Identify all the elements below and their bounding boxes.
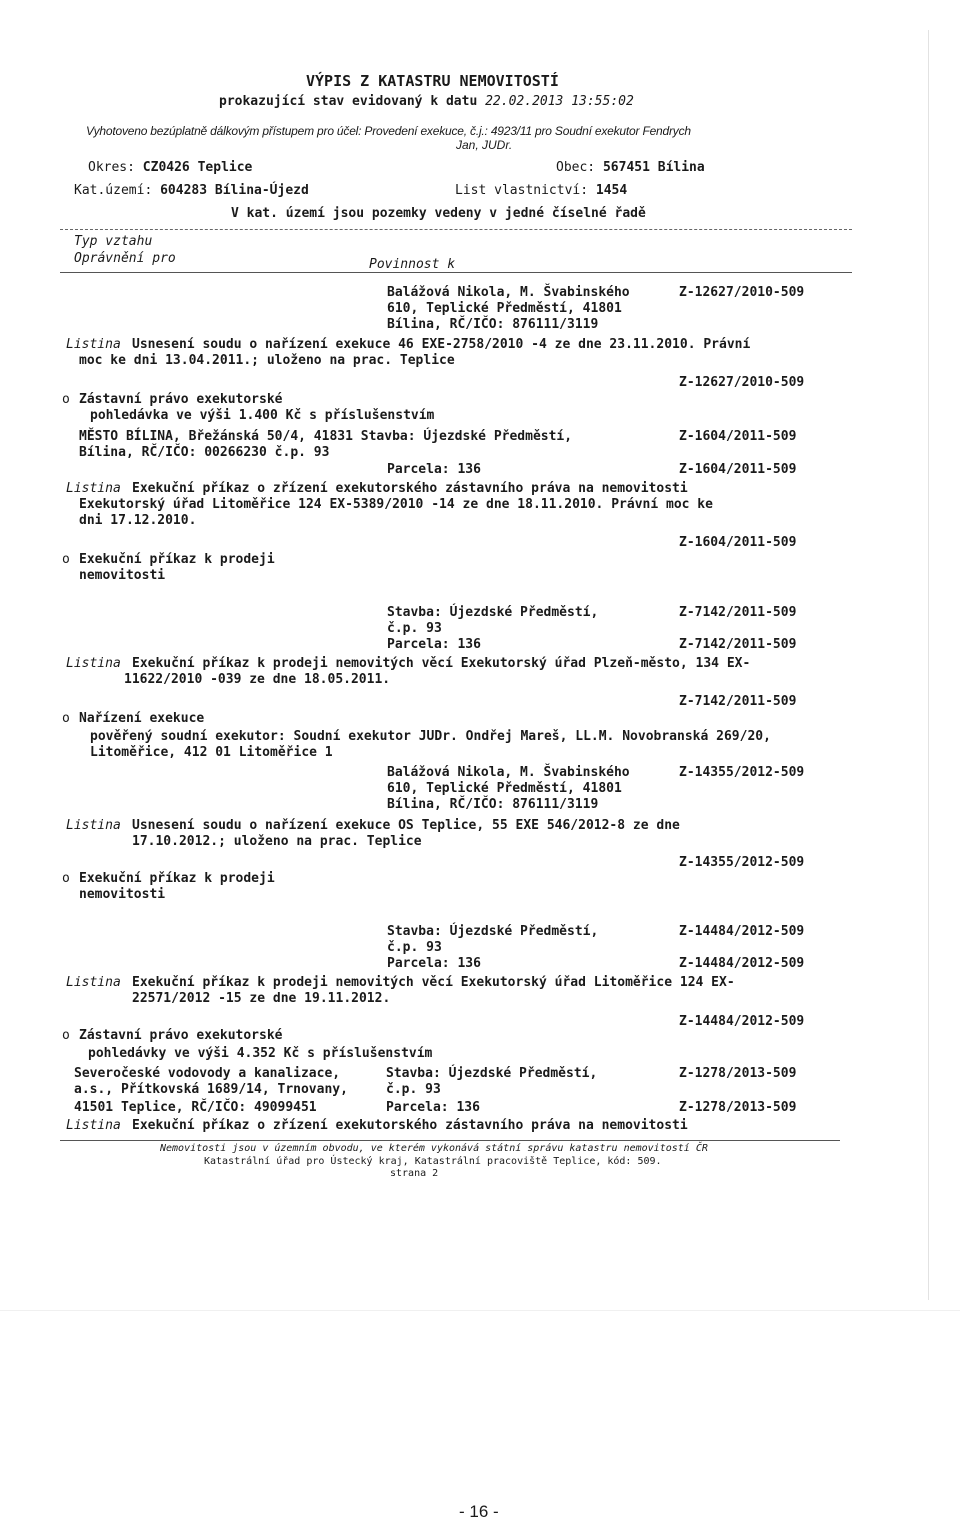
katuzemi-row [74,183,309,198]
listina-text: Exekuční příkaz o zřízení exekutorského zástavního práva na nemovitosti [132,481,688,496]
record-text: Stavba: Újezdské Předměstí, [386,1066,598,1081]
record-text: č.p. 93 [387,621,442,636]
record-text: 22571/2012 -15 ze dne 19.11.2012. [132,991,391,1006]
reference-number: Z-1604/2011-509 [679,429,797,444]
okres-value: CZ0426 Teplice [142,160,253,175]
record-text: 11622/2010 -039 ze dne 18.05.2011. [124,672,391,687]
column-typ-vztahu: Typ vztahu [74,234,153,249]
listina-label: Listina [66,656,121,671]
record-text: Balážová Nikola, M. Švabinského [387,765,630,780]
reference-number: Z-1278/2013-509 [679,1100,797,1115]
katuzemi-value: 604283 Bílina-Újezd [160,183,309,198]
purpose-note-cont: Jan, JUDr. [456,138,513,152]
record-text: Bílina, RČ/IČO: 876111/3119 [387,317,599,332]
listina-text: Exekuční příkaz o zřízení exekutorského zástavního práva na nemovitosti [132,1118,688,1133]
katuzemi-label: Kat.území: [74,183,153,198]
bullet-marker: o [62,392,70,407]
subtitle-date: 22.02.2013 13:55:02 [485,94,634,109]
reference-number: Z-14484/2012-509 [679,1014,805,1029]
obec-row [556,160,705,175]
lv-label: List vlastnictví: [455,183,589,198]
record-text: Bílina, RČ/IČO: 00266230 č.p. 93 [79,445,330,460]
record-text: Parcela: 136 [387,956,481,971]
document-title: VÝPIS Z KATASTRU NEMOVITOSTÍ [306,72,559,90]
record-text: a.s., Přítkovská 1689/14, Trnovany, [74,1082,348,1097]
entry-heading: Nařízení exekuce [79,711,205,726]
record-text: Parcela: 136 [386,1100,480,1115]
record-text: 610, Teplické Předměstí, 41801 [387,781,622,796]
listina-text: Exekuční příkaz k prodeji nemovitých věcí Exekutorský úřad Litoměřice 124 EX- [132,975,735,990]
columns-divider [60,272,852,273]
record-text: Stavba: Újezdské Předměstí, [387,605,599,620]
reference-number: Z-7142/2011-509 [679,605,797,620]
column-povinnost: Povinnost k [369,257,456,272]
reference-number: Z-1604/2011-509 [679,535,797,550]
reference-number: Z-14484/2012-509 [679,956,805,971]
record-text: Parcela: 136 [387,462,481,477]
footer-divider [60,1140,840,1141]
page-number: - 16 - [459,1502,499,1521]
entry-heading: Exekuční příkaz k prodeji [79,552,275,567]
reference-number: Z-12627/2010-509 [679,285,805,300]
record-text: Stavba: Újezdské Předměstí, [387,924,599,939]
record-text: 41501 Teplice, RČ/IČO: 49099451 [74,1100,317,1115]
header-divider [60,229,852,230]
record-text: pověřený soudní exekutor: Soudní exekutor JUDr. Ondřej Mareš, LL.M. Novobranská 269/20, [90,729,771,744]
reference-number: Z-7142/2011-509 [679,694,797,709]
pozemky-note: V kat. území jsou pozemky vedeny v jedné číselné řadě [231,206,646,221]
bullet-marker: o [62,552,70,567]
purpose-note: Vyhotoveno bezúplatně dálkovým přístupem pro účel: Provedení exekuce, č.j.: 4923/11 pro Soudní exekutor Fendrych [86,124,691,138]
okres-row [88,160,252,175]
record-text: dni 17.12.2010. [79,513,197,528]
record-text: moc ke dni 13.04.2011.; uloženo na prac. Teplice [79,353,455,368]
record-text: Balážová Nikola, M. Švabinského [387,285,630,300]
record-text: pohledávky ve výši 4.352 Kč s příslušenstvím [88,1046,433,1061]
entry-heading: Exekuční příkaz k prodeji [79,871,275,886]
record-text: MĚSTO BÍLINA, Břežánská 50/4, 41831 Stavba: Újezdské Předměstí, [79,429,573,444]
record-text: 17.10.2012.; uloženo na prac. Teplice [132,834,422,849]
page-edge [928,30,929,1300]
subtitle-prefix: prokazující stav evidovaný k datu [219,94,478,109]
record-text: č.p. 93 [387,940,442,955]
record-text: Litoměřice, 412 01 Litoměřice 1 [90,745,333,760]
record-text: nemovitosti [79,887,166,902]
record-text: pohledávka ve výši 1.400 Kč s příslušenstvím [90,408,435,423]
document-subtitle [219,94,634,109]
bullet-marker: o [62,871,70,886]
entry-heading: Zástavní právo exekutorské [79,392,283,407]
listina-text: Usnesení soudu o nařízení exekuce 46 EXE-2758/2010 -4 ze dne 23.11.2010. Právní [132,337,751,352]
listina-text: Usnesení soudu o nařízení exekuce OS Teplice, 55 EXE 546/2012-8 ze dne [132,818,680,833]
listina-label: Listina [66,481,121,496]
record-text: Parcela: 136 [387,637,481,652]
listina-label: Listina [66,1118,121,1133]
listina-label: Listina [66,975,121,990]
record-text: Exekutorský úřad Litoměřice 124 EX-5389/2010 -14 ze dne 18.11.2010. Právní moc ke [79,497,713,512]
record-text: Bílina, RČ/IČO: 876111/3119 [387,797,599,812]
okres-label: Okres: [88,160,135,175]
reference-number: Z-14355/2012-509 [679,765,805,780]
lv-value: 1454 [595,183,628,198]
reference-number: Z-1278/2013-509 [679,1066,797,1081]
listina-label: Listina [66,818,121,833]
listina-text: Exekuční příkaz k prodeji nemovitých věcí Exekutorský úřad Plzeň-město, 134 EX- [132,656,751,671]
reference-number: Z-12627/2010-509 [679,375,805,390]
reference-number: Z-14355/2012-509 [679,855,805,870]
footer-office: Katastrální úřad pro Ústecký kraj, Katastrální pracoviště Teplice, kód: 509. [204,1156,662,1167]
reference-number: Z-7142/2011-509 [679,637,797,652]
reference-number: Z-1604/2011-509 [679,462,797,477]
record-text: č.p. 93 [386,1082,441,1097]
listina-label: Listina [66,337,121,352]
bullet-marker: o [62,711,70,726]
footer-page: strana 2 [390,1168,439,1179]
record-text: 610, Teplické Předměstí, 41801 [387,301,622,316]
obec-label: Obec: [556,160,596,175]
footer-note: Nemovitosti jsou v územním obvodu, ve kterém vykonává státní správu katastru nemovitostí ČR [160,1143,708,1154]
bullet-marker: o [62,1028,70,1043]
column-opravneni: Oprávnění pro [74,251,176,266]
lv-row [455,183,627,198]
entry-heading: Zástavní právo exekutorské [79,1028,283,1043]
obec-value: 567451 Bílina [602,160,705,175]
reference-number: Z-14484/2012-509 [679,924,805,939]
record-text: nemovitosti [79,568,166,583]
record-text: Severočeské vodovody a kanalizace, [74,1066,341,1081]
